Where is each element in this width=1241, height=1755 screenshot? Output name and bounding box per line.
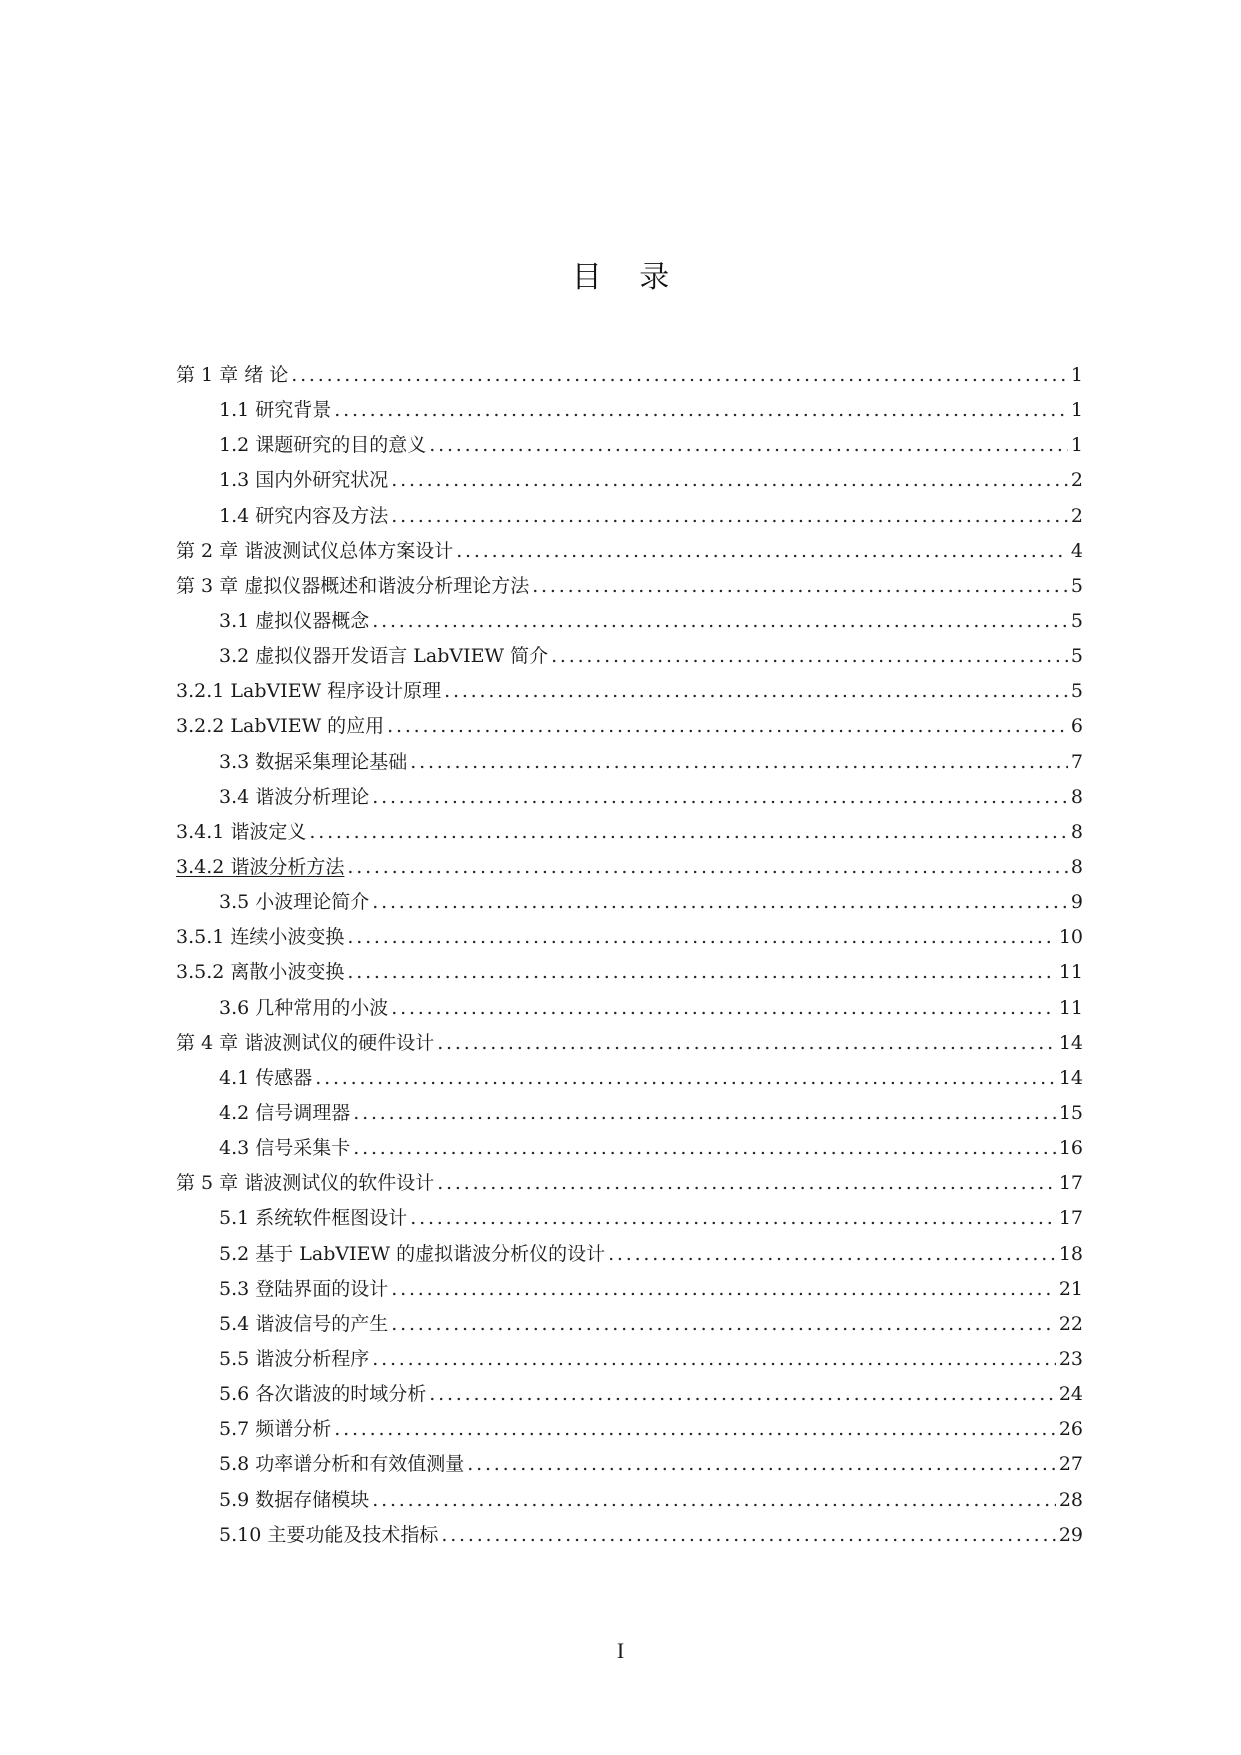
toc-dot-leader [334, 1412, 1056, 1447]
toc-dot-leader [437, 1166, 1056, 1201]
toc-dot-leader [532, 569, 1068, 604]
toc-dot-leader [347, 955, 1055, 990]
toc-entry[interactable] [176, 1201, 1083, 1236]
toc-entry-label: 第 3 章 虚拟仪器概述和谐波分析理论方法 [176, 574, 530, 597]
toc-dot-leader [315, 1061, 1056, 1096]
toc-entry-page: 11 [1058, 996, 1083, 1019]
toc-entry[interactable] [176, 1096, 1083, 1131]
toc-entry[interactable] [176, 991, 1083, 1026]
toc-dot-leader [391, 499, 1068, 534]
toc-entry-label: 3.2 虚拟仪器开发语言 LabVIEW 简介 [219, 645, 549, 668]
toc-entry[interactable] [176, 850, 1083, 885]
toc-entry-page: 16 [1058, 1137, 1083, 1160]
toc-dot-leader [347, 850, 1068, 885]
toc-entry-label: 3.5.2 离散小波变换 [176, 961, 345, 984]
toc-entry-label: 3.2.1 LabVIEW 程序设计原理 [176, 680, 442, 703]
toc-dot-leader [372, 885, 1068, 920]
toc-entry[interactable] [176, 1518, 1083, 1553]
toc-dot-leader [441, 1518, 1055, 1553]
toc-title: 目 录 [571, 260, 684, 295]
toc-entry-label: 5.5 谐波分析程序 [219, 1347, 370, 1370]
toc-entry-label: 1.2 课题研究的目的意义 [219, 434, 427, 457]
toc-entry-label: 5.3 登陆界面的设计 [219, 1277, 389, 1300]
toc-entry[interactable] [176, 604, 1083, 639]
toc-entry-label: 5.1 系统软件框图设计 [219, 1207, 408, 1230]
toc-entry-page: 5 [1070, 645, 1083, 668]
toc-entry-page: 4 [1070, 539, 1083, 562]
toc-dot-leader [387, 709, 1068, 744]
toc-entry[interactable] [176, 780, 1083, 815]
toc-dot-leader [551, 639, 1068, 674]
toc-entry-label: 1.4 研究内容及方法 [219, 504, 389, 527]
toc-entry-page: 1 [1070, 364, 1083, 386]
toc-dot-leader [410, 1201, 1056, 1236]
toc-entry[interactable] [176, 1412, 1083, 1447]
toc-entry-page: 9 [1070, 891, 1083, 914]
toc-entry-label: 5.9 数据存储模块 [219, 1488, 370, 1511]
toc-entry-page: 8 [1070, 785, 1083, 808]
toc-entry-page: 29 [1058, 1523, 1083, 1546]
toc-dot-leader [410, 745, 1068, 780]
toc-dot-leader [429, 1377, 1056, 1412]
toc-entry[interactable] [176, 1377, 1083, 1412]
toc-entry[interactable] [176, 393, 1083, 428]
toc-dot-leader [372, 1342, 1056, 1377]
toc-dot-leader [309, 815, 1068, 850]
toc-dot-leader [353, 1131, 1056, 1166]
toc-entry[interactable] [176, 463, 1083, 498]
toc-entry-label: 5.4 谐波信号的产生 [219, 1312, 389, 1335]
toc-entry-page: 1 [1070, 434, 1083, 457]
toc-entry-page: 22 [1058, 1312, 1083, 1335]
toc-entry-label: 3.4.2 谐波分析方法 [176, 855, 345, 878]
toc-entry-page: 2 [1070, 469, 1083, 492]
toc-entry-label: 第 5 章 谐波测试仪的软件设计 [176, 1172, 435, 1195]
toc-entry-label: 3.6 几种常用的小波 [219, 996, 389, 1019]
toc-entry[interactable] [176, 1307, 1083, 1342]
toc-entry[interactable] [176, 358, 1083, 393]
toc-dot-leader [456, 534, 1068, 569]
toc-entry[interactable] [176, 885, 1083, 920]
toc-entry[interactable] [176, 1447, 1083, 1482]
toc-entry-label: 5.6 各次谐波的时域分析 [219, 1383, 427, 1406]
toc-entry-page: 1 [1070, 399, 1083, 422]
toc-dot-leader [372, 604, 1068, 639]
toc-entry-label: 第 1 章 绪 论 [176, 364, 289, 386]
toc-entry[interactable] [176, 499, 1083, 534]
toc-entry-page: 27 [1058, 1453, 1083, 1476]
toc-entry[interactable] [176, 1342, 1083, 1377]
toc-entry-page: 5 [1070, 574, 1083, 597]
toc-entry[interactable] [176, 1026, 1083, 1061]
toc-entry[interactable] [176, 1237, 1083, 1272]
toc-entry-page: 15 [1058, 1101, 1083, 1124]
toc-entry[interactable] [176, 1131, 1083, 1166]
toc-entry[interactable] [176, 955, 1083, 990]
toc-dot-leader [391, 1307, 1056, 1342]
toc-entry-page: 7 [1070, 750, 1083, 773]
toc-entry[interactable] [176, 1166, 1083, 1201]
toc-dot-leader [372, 1483, 1056, 1518]
toc-entry[interactable] [176, 674, 1083, 709]
toc-dot-leader [467, 1447, 1056, 1482]
toc-entry-page: 23 [1058, 1347, 1083, 1370]
toc-entry-label: 第 4 章 谐波测试仪的硬件设计 [176, 1031, 435, 1054]
toc-dot-leader [444, 674, 1068, 709]
toc-dot-leader [372, 780, 1068, 815]
toc-entry[interactable] [176, 920, 1083, 955]
toc-entry-page: 5 [1070, 609, 1083, 632]
toc-entry-label: 1.3 国内外研究状况 [219, 469, 389, 492]
toc-entry[interactable] [176, 1483, 1083, 1518]
toc-entry-page: 10 [1058, 926, 1083, 949]
toc-entry-label: 4.1 传感器 [219, 1066, 313, 1089]
toc-entry-page: 5 [1070, 680, 1083, 703]
toc-entry-page: 8 [1070, 855, 1083, 878]
toc-dot-leader [391, 1272, 1056, 1307]
toc-dot-leader [608, 1237, 1056, 1272]
toc-dot-leader [437, 1026, 1056, 1061]
toc-entry-page: 6 [1070, 715, 1083, 738]
toc-dot-leader [291, 358, 1068, 393]
toc-entry-label: 4.3 信号采集卡 [219, 1137, 351, 1160]
table-of-contents [176, 358, 1083, 1553]
toc-entry[interactable] [176, 1272, 1083, 1307]
page-number: I [616, 1638, 625, 1663]
toc-dot-leader [429, 428, 1068, 463]
toc-entry-label: 3.4.1 谐波定义 [176, 820, 307, 843]
toc-entry-label: 4.2 信号调理器 [219, 1101, 351, 1124]
toc-entry-page: 24 [1058, 1383, 1083, 1406]
toc-entry-label: 3.5.1 连续小波变换 [176, 926, 345, 949]
toc-entry-page: 18 [1058, 1242, 1083, 1265]
toc-entry-page: 2 [1070, 504, 1083, 527]
toc-entry-label: 5.10 主要功能及技术指标 [219, 1523, 439, 1546]
toc-entry-page: 14 [1058, 1031, 1083, 1054]
toc-entry-label: 3.4 谐波分析理论 [219, 785, 370, 808]
toc-entry[interactable] [176, 428, 1083, 463]
toc-entry[interactable] [176, 569, 1083, 604]
toc-entry-label: 5.2 基于 LabVIEW 的虚拟谐波分析仪的设计 [219, 1242, 606, 1265]
toc-entry-label: 3.5 小波理论简介 [219, 891, 370, 914]
toc-entry-label: 5.7 频谱分析 [219, 1418, 332, 1441]
toc-dot-leader [347, 920, 1055, 955]
toc-entry-page: 8 [1070, 820, 1083, 843]
toc-entry-label: 3.2.2 LabVIEW 的应用 [176, 715, 385, 738]
toc-entry[interactable] [176, 639, 1083, 674]
toc-entry-label: 3.1 虚拟仪器概念 [219, 609, 370, 632]
toc-entry-page: 17 [1058, 1172, 1083, 1195]
toc-entry-page: 17 [1058, 1207, 1083, 1230]
toc-entry[interactable] [176, 709, 1083, 744]
toc-entry-label: 5.8 功率谱分析和有效值测量 [219, 1453, 465, 1476]
toc-entry-page: 14 [1058, 1066, 1083, 1089]
toc-entry-page: 26 [1058, 1418, 1083, 1441]
toc-entry[interactable] [176, 1061, 1083, 1096]
toc-dot-leader [391, 991, 1056, 1026]
toc-entry-page: 11 [1058, 961, 1083, 984]
toc-entry[interactable] [176, 815, 1083, 850]
toc-entry-label: 第 2 章 谐波测试仪总体方案设计 [176, 539, 454, 562]
toc-entry-label: 1.1 研究背景 [219, 399, 332, 422]
toc-entry[interactable] [176, 745, 1083, 780]
toc-entry-page: 28 [1058, 1488, 1083, 1511]
toc-entry[interactable] [176, 534, 1083, 569]
toc-dot-leader [334, 393, 1068, 428]
toc-entry-label: 3.3 数据采集理论基础 [219, 750, 408, 773]
toc-entry-page: 21 [1058, 1277, 1083, 1300]
toc-dot-leader [353, 1096, 1056, 1131]
toc-dot-leader [391, 463, 1068, 498]
